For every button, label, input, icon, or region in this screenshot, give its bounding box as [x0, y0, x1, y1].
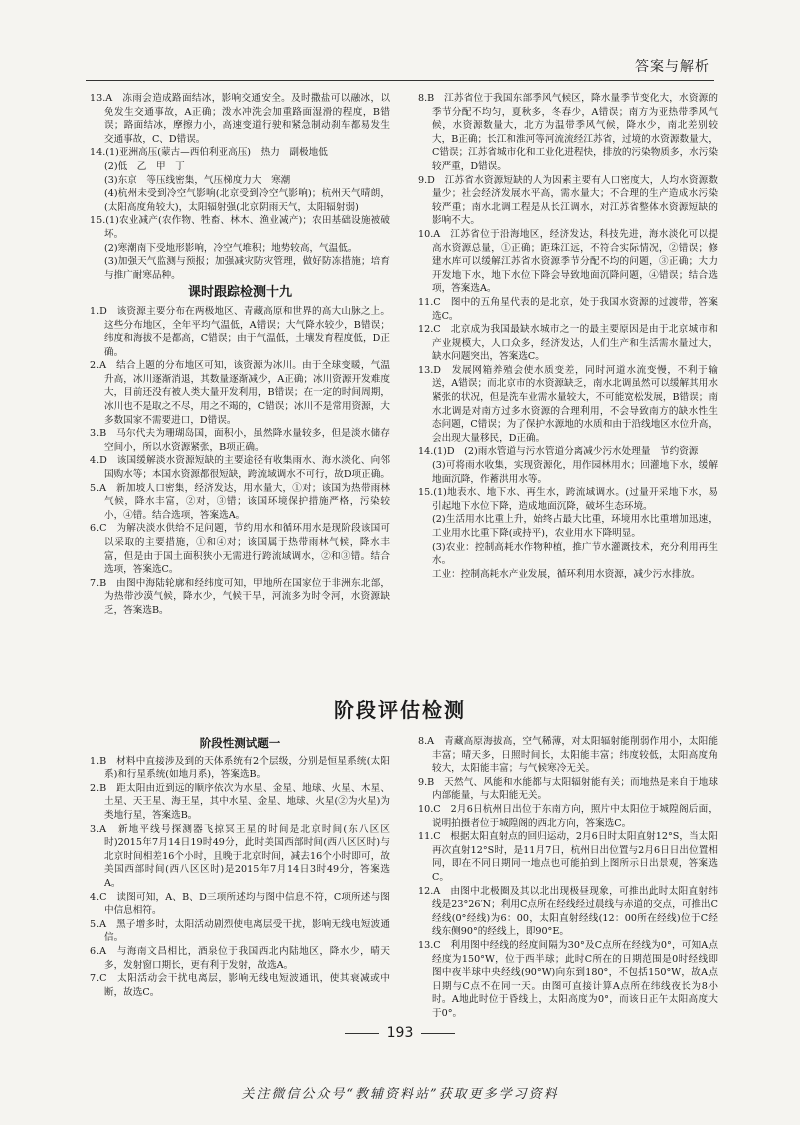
section-title: 阶段评估检测: [334, 698, 466, 722]
answer-item: 15.(1)地表水、地下水、再生水，跨流域调水。(过量开采地下水，易引起地下水位下降，造成地面沉降，破坏生态环境。: [418, 487, 718, 512]
answer-item: 3.A 新地平线号探测器飞掠冥王星的时间是北京时间(东八区区时)2015年7月14日19时49分，此时美国西部时间(西八区区时)与北京时间相差16个小时，且晚于北京时间，减去16个小时即可，故美国西部时间(西八区区时)是2015年7月14日3时49分，答案选A。: [90, 823, 390, 889]
answer-subitem: (2)寒潮南下受地形影响，冷空气堆积；地势较高，气温低。: [104, 242, 358, 254]
page-number-dash-right: [421, 1033, 455, 1034]
answer-item: 3.B 马尔代夫为珊瑚岛国，面积小，虽然降水量较多，但是淡水储存空间小，所以水资源紧张，B项正确。: [90, 428, 390, 453]
answer-item: 11.C 图中的五角星代表的是北京，处于我国水资源的过渡带，答案选C。: [418, 296, 718, 322]
answer-item: 2.A 结合上题的分布地区可知，该资源为冰川。由于全球变暖，气温升高，冰川逐渐消退，其数量逐渐减少，A正确；冰川资源开发难度大，目前还没有被人类大量开发利用，B错误；在一定的时间周期，冰川也不是取之不尽，用之不竭的，C错误；冰川不是常用资源，大多数国家不需要进口，D错误。: [90, 360, 390, 426]
answer-item: 6.C 为解决淡水供给不足问题，节约用水和循环用水是现阶段该国可以采取的主要措施，①和④对；该国属于热带雨林气候，降水丰富，但是由于国土面积狭小无需进行跨流域调水，②和③错。结合选项，答案选C。: [90, 523, 390, 576]
answers-column-right: [418, 92, 718, 581]
answer-item: 9.D 江苏省水资源短缺的人为因素主要有人口密度大，人均水资源数量少；社会经济发展水平高，需水量大；不合理的生产造成水污染较严重；南水北调工程是从长江调水，对江苏省整体水资源短缺的影响不大。: [418, 174, 718, 227]
answer-item: 13.D 发展网箱养殖会使水质变差，同时河道水流变慢，不利于输送，A错误；而北京市的水资源缺乏，南水北调虽然可以缓解其用水紧张的状况，但是洗车业需水量较大，不可能宽松发展，B错误；南水北调是对南方过多水资源的合理利用，不会导致南方的缺水性生态问题，C错误；为了保护水源地的水质和由于沿线地区水位升高，会出现大量移民，D正确。: [418, 364, 718, 444]
page-header: [86, 50, 714, 81]
answer-item: 14.(1)D (2)雨水管道与污水管道分离减少污水处理量 节约资源: [418, 446, 699, 458]
answer-item: 1.D 该资源主要分布在两极地区、青藏高原和世界的高大山脉之上。这些分布地区，全年平均气温低，A错误；大气降水较少，B错误；纬度和海拔不是都高，C错误；由于气温低，土壤发育程度低，D正确。: [90, 305, 390, 358]
answer-item: 8.B 江苏省位于我国东部季风气候区，降水量季节变化大，水资源的季节分配不均匀，夏秋多，冬春少，A错误；南方为亚热带季风气候，水资源数量大，北方为温带季风气候，降水少，南北差别较大，B正确；长江和淮河等河流流经江苏省，过境的水资源数量大，C错误；江苏省城市化和工业化进程快，排放的污染物质多，水污染较严重，D错误。: [418, 93, 718, 172]
answer-item: 11.C 根据太阳直射点的回归运动，2月6日时太阳直射12°S，当太阳再次直射12°S时，是11月7日，杭州日出位置与2月6日日出位置相同，即在不同日期同一地点也可能拍到上图所示日出景观，答案选C。: [418, 831, 718, 883]
answer-subitem: (2)生活用水比重上升，始终占最大比重，环境用水比重增加迅速，工业用水比重下降(或持平)，农业用水下降明显。: [432, 514, 718, 539]
answer-item: 5.A 新加坡人口密集，经济发达，用水量大，①对；该国为热带雨林气候，降水丰富，②对，③错；该国环境保护措施严格，污染较小，④错。结合选项，答案选A。: [90, 482, 390, 521]
answer-subitem: (4)杭州未受到冷空气影响(北京受到冷空气影响)；杭州天气晴朗，(太阳高度角较大)，太阳辐射强(北京阴雨天气，太阳辐射弱): [104, 188, 390, 213]
footer-note: 关注微信公众号“教辅资料站”获取更多学习资料: [241, 1087, 559, 1102]
answer-item: 8.A 青藏高原海拔高，空气稀薄，对太阳辐射能削弱作用小，太阳能丰富；晴天多，日照时间长，太阳能丰富；纬度较低，太阳高度角较大，太阳能丰富；与气候寒冷无关。: [418, 736, 718, 775]
answer-item: 5.A 黑子增多时，太阳活动剧烈使电离层受干扰，影响无线电短波通信。: [90, 918, 390, 944]
answer-item: 10.A 江苏省位于沿海地区，经济发达，科技先进，海水淡化可以提高水资源总量，①正确；距珠江远，不符合实际情况，②错误；修建水库可以缓解江苏省水资源季节分配不均的问题，③正确；大力开发地下水，地下水位下降会导致地面沉降问题，④错误；结合选项，答案选A。: [418, 228, 718, 295]
answers-column-left: [90, 92, 390, 618]
answer-subitem: (3)可将雨水收集，实现资源化，用作园林用水；回灌地下水，缓解地面沉降，作蓄洪用水等。: [432, 460, 718, 485]
answer-item: 9.B 天然气、风能和水能都与太阳辐射能有关；而地热是来自于地球内部能量，与太阳能无关。: [418, 776, 718, 802]
test-answers-column-right: [418, 735, 718, 1020]
answer-item: 4.D 该国缓解淡水资源短缺的主要途径有收集雨水、海水淡化、向邻国购水等；本国水资源都很短缺，跨流域调水不可行，故D项正确。: [90, 455, 390, 481]
header-title: 答案与解析: [635, 59, 710, 75]
page-number: [0, 1025, 800, 1041]
answer-item: 10.C 2月6日杭州日出位于东南方向，照片中太阳位于城隍阁后面，说明拍摄者位于城隍阁的西北方向，答案选C。: [418, 803, 718, 829]
sub-title: 阶段性测试题一: [199, 736, 281, 750]
answer-item: 7.B 由图中海陆轮廓和经纬度可知，甲地所在国家位于非洲东北部，为热带沙漠气候，降水少，气候干旱，河流多为时令河，水资源缺乏，答案选B。: [90, 577, 390, 616]
test-answers-column-left: [90, 735, 390, 999]
answer-subitem: (3)东京 等压线密集，气压梯度力大 寒潮: [104, 174, 291, 186]
answer-item: 14.(1)亚洲高压(蒙古—西伯利亚高压) 热力 副极地低: [90, 147, 328, 159]
answer-subitem: (3)加强天气监测与预报；加强减灾防灾管理，做好防冻措施；培育与推广耐寒品种。: [104, 256, 390, 281]
answer-item: 6.A 与海南文昌相比，酒泉位于我国西北内陆地区，降水少，晴天多，发射窗口期长，更有利于发射，故选A。: [90, 945, 390, 971]
page-number-dash-left: [345, 1033, 379, 1034]
answer-item: 15.(1)农业减产(农作物、牲畜、林木、渔业减产)；农田基础设施被破坏。: [90, 215, 390, 240]
answer-item: 12.A 由图中北极圈及其以北出现极昼现象，可推出此时太阳直射纬线是23°26′N；利用C点所在经线经过晨线与赤道的交点，可推出C经线(0°经线)为6：00，太阳直射经线(12：00所在经线)位于C经线东侧90°的经线上，即90°E。: [418, 885, 718, 938]
answer-subitem: (2)低 乙 甲 丁: [104, 160, 185, 172]
page-number-value: 193: [386, 1025, 414, 1041]
answer-item: 13.C 利用图中经线的经度间隔为30°及C点所在经线为0°，可知A点经度为150°W，位于西半球；此时C所在的日期范围是0时经线即图中夜半球中央经线(90°W)向东到180°，不包括150°W，故A点日期与C点不在同一天。由图可直接计算A点所在纬线夜长为8小时。A地此时位于昏线上，太阳高度为0°，而该日正午太阳高度大于0°。: [418, 939, 718, 1019]
section-heading: 课时跟踪检测十九: [187, 285, 292, 301]
answer-item: 4.C 读图可知，A、B、D三项所述均与图中信息不符，C项所述与图中信息相符。: [90, 891, 390, 917]
answer-subitem: (3)农业：控制高耗水作物种植，推广节水灌溉技术，充分利用再生水。: [432, 541, 718, 567]
answer-item: 1.B 材料中直接涉及到的天体系统有2个层级，分别是恒星系统(太阳系)和行星系统(如地月系)，答案选B。: [90, 755, 390, 781]
answer-item: 7.C 太阳活动会干扰电离层，影响无线电短波通讯，使其衰减或中断，故选C。: [90, 973, 390, 998]
answer-item: 13.A 冻雨会造成路面结冰，影响交通安全。及时撒盐可以融冰，以免发生交通事故，A正确；泼水冲洗会加重路面湿滑的程度，B错误；路面结冰，摩擦力小，高速变道行驶和紧急制动刹车都易发生交通事故，C、D错误。: [90, 93, 390, 145]
answer-item: 2.B 距太阳由近到远的顺序依次为水星、金星、地球、火星、木星、土星、天王星、海王星，其中水星、金星、地球、火星(②为火星)为类地行星，答案选B。: [90, 782, 390, 821]
answer-item: 12.C 北京成为我国最缺水城市之一的最主要原因是由于北京城市和产业规模大，人口众多，经济发达，人们生产和生活需水量过大，缺水问题突出，答案选C。: [418, 324, 718, 363]
answer-subitem: 工业：控制高耗水产业发展，循环利用水资源，减少污水排放。: [432, 568, 701, 580]
